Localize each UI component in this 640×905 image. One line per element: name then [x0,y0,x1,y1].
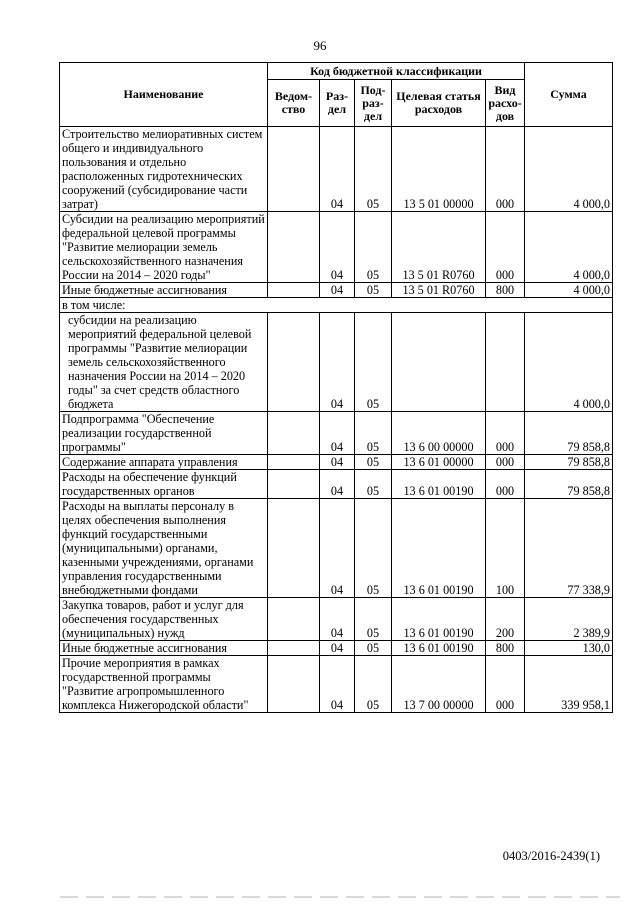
cell-vid: 000 [486,656,525,713]
table-row [60,499,613,598]
cell-sum: 2 389,9 [525,598,613,641]
cell-target: 13 5 01 00000 [392,127,486,212]
table-row [60,283,613,298]
cell-vid: 200 [486,598,525,641]
cell-sum: 79 858,8 [525,412,613,455]
cell-target [392,313,486,412]
cell-razdel: 04 [320,641,355,656]
cell-name: Подпрограмма "Обеспечение реализации государственной программы" [60,412,268,455]
cell-podrazdel: 05 [355,656,392,713]
cell-target: 13 6 01 00000 [392,455,486,470]
header-kbk-group: Код бюджетной классификации [268,63,525,80]
cell-vedomstvo [268,656,320,713]
cell-sum: 79 858,8 [525,470,613,499]
cell-vedomstvo [268,127,320,212]
header-razdel: Раз-дел [320,80,355,127]
cell-podrazdel: 05 [355,412,392,455]
cell-podrazdel: 05 [355,598,392,641]
cell-razdel: 04 [320,127,355,212]
cell-sum: 79 858,8 [525,455,613,470]
cell-podrazdel: 05 [355,212,392,283]
header-podrazdel: Под-раз-дел [355,80,392,127]
table-row [60,455,613,470]
cell-podrazdel: 05 [355,313,392,412]
cell-razdel: 04 [320,598,355,641]
cell-name: Субсидии на реализацию мероприятий федеральной целевой программы "Развитие мелиорации земель сельскохозяйственного назначения России на 2014 – 2020 годы" [60,212,268,283]
cell-vid: 000 [486,127,525,212]
table-row [60,470,613,499]
table-row [60,127,613,212]
cell-vid: 000 [486,470,525,499]
budget-table [59,62,613,713]
cell-name: в том числе: [60,298,613,313]
cell-razdel: 04 [320,656,355,713]
cell-target: 13 7 00 00000 [392,656,486,713]
header-vid: Вид расхо-дов [486,80,525,127]
cell-vid: 000 [486,412,525,455]
cell-vedomstvo [268,499,320,598]
table-row [60,656,613,713]
table-row [60,313,613,412]
cell-vid: 800 [486,283,525,298]
cell-sum: 4 000,0 [525,313,613,412]
cell-vedomstvo [268,412,320,455]
cell-vedomstvo [268,641,320,656]
cell-target: 13 6 01 00190 [392,641,486,656]
cell-name: Иные бюджетные ассигнования [60,283,268,298]
cell-name: Расходы на обеспечение функций государственных органов [60,470,268,499]
cell-vedomstvo [268,455,320,470]
cell-sum: 77 338,9 [525,499,613,598]
table-row [60,298,613,313]
cell-vedomstvo [268,212,320,283]
cell-name: Прочие мероприятия в рамках государственной программы "Развитие агропромышленного комплекса Нижегородской области" [60,656,268,713]
cell-podrazdel: 05 [355,127,392,212]
cell-vedomstvo [268,470,320,499]
table-row [60,212,613,283]
cell-target: 13 5 01 R0760 [392,212,486,283]
table-row [60,598,613,641]
cell-vid [486,313,525,412]
cell-name: Строительство мелиоративных систем общего и индивидуального пользования и отдельно расположенных гидротехнических сооружений (субсидирование части затрат) [60,127,268,212]
cell-razdel: 04 [320,470,355,499]
cell-name: Содержание аппарата управления [60,455,268,470]
cell-sum: 4 000,0 [525,283,613,298]
table-row [60,641,613,656]
cell-razdel: 04 [320,313,355,412]
cell-podrazdel: 05 [355,499,392,598]
cell-name: Иные бюджетные ассигнования [60,641,268,656]
cell-podrazdel: 05 [355,283,392,298]
cell-podrazdel: 05 [355,470,392,499]
cell-name: Закупка товаров, работ и услуг для обеспечения государственных (муниципальных) нужд [60,598,268,641]
cell-razdel: 04 [320,455,355,470]
cell-vid: 000 [486,455,525,470]
cell-sum: 4 000,0 [525,127,613,212]
cell-razdel: 04 [320,212,355,283]
cell-target: 13 6 01 00190 [392,598,486,641]
cell-razdel: 04 [320,412,355,455]
cell-vid: 100 [486,499,525,598]
cell-name: Расходы на выплаты персоналу в целях обеспечения выполнения функций государственными (муниципальными) органами, казенными учреждениями, органами управления государственными внебюджетными фондами [60,499,268,598]
document-code: 0403/2016-2439(1) [502,849,600,863]
cell-target: 13 6 00 00000 [392,412,486,455]
cell-vid: 000 [486,212,525,283]
header-name: Наименование [60,63,268,127]
cell-sum: 4 000,0 [525,212,613,283]
cell-vedomstvo [268,283,320,298]
header-vedomstvo: Ведом-ство [268,80,320,127]
cell-razdel: 04 [320,283,355,298]
cell-target: 13 5 01 R0760 [392,283,486,298]
cell-podrazdel: 05 [355,641,392,656]
cell-target: 13 6 01 00190 [392,470,486,499]
table-row [60,412,613,455]
table-body [60,127,613,713]
cell-vedomstvo [268,313,320,412]
scan-artifact [60,896,620,898]
cell-sum: 130,0 [525,641,613,656]
cell-name: субсидии на реализацию мероприятий федеральной целевой программы "Развитие мелиорации земель сельскохозяйственного назначения России на 2014 – 2020 годы" за счет средств областного бюджета [60,313,268,412]
cell-vid: 800 [486,641,525,656]
header-target: Целевая статья расходов [392,80,486,127]
page-number: 96 [313,38,327,53]
cell-vedomstvo [268,598,320,641]
cell-razdel: 04 [320,499,355,598]
cell-sum: 339 958,1 [525,656,613,713]
cell-podrazdel: 05 [355,455,392,470]
header-sum: Сумма [525,63,613,127]
cell-target: 13 6 01 00190 [392,499,486,598]
